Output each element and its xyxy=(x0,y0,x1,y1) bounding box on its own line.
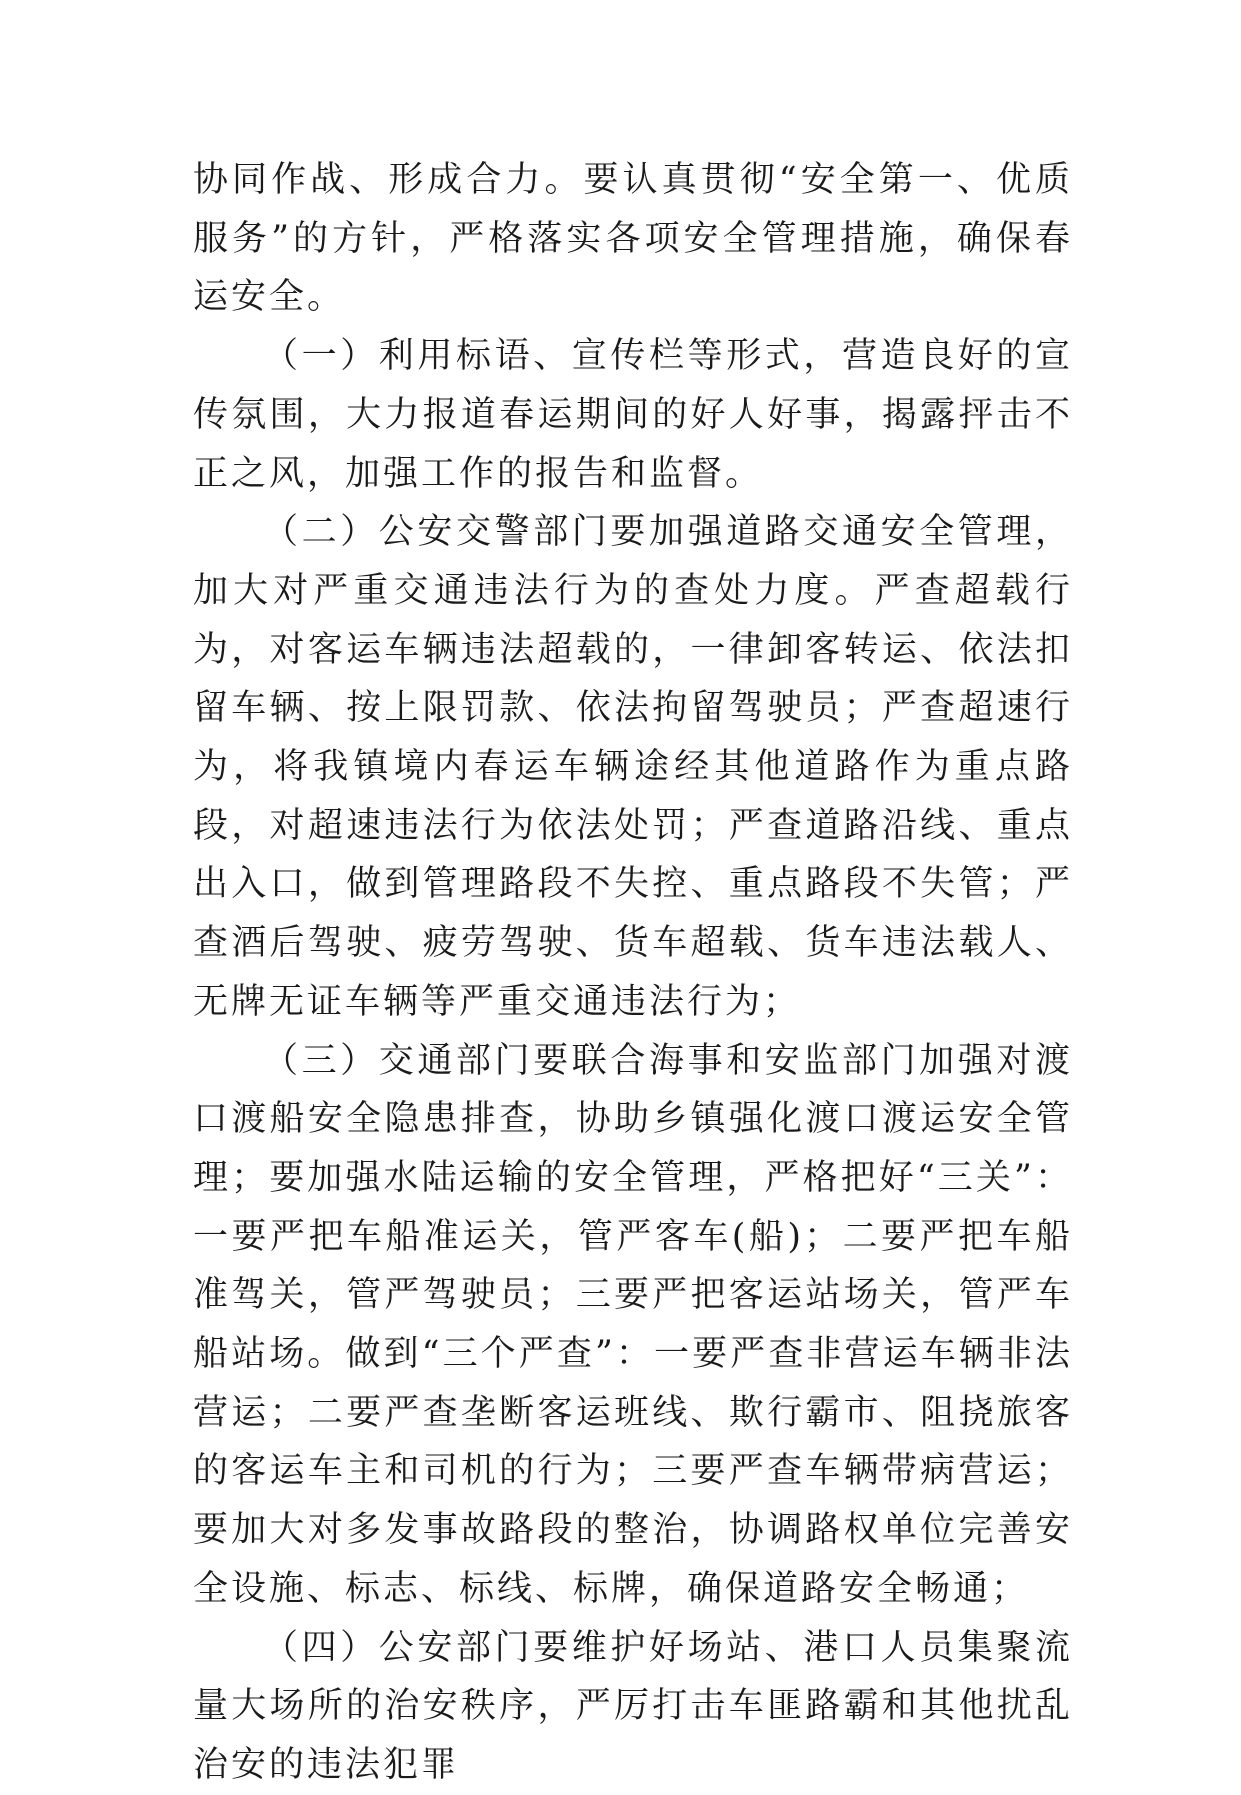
document-body xyxy=(193,151,1073,1795)
paragraph-item-4: （四）公安部门要维护好场站、港口人员集聚流量大场所的治安秩序，严厉打击车匪路霸和其他扰乱治安的违法犯罪 xyxy=(193,1627,1073,1785)
paragraph-item-3: （三）交通部门要联合海事和安监部门加强对渡口渡船安全隐患排查，协助乡镇强化渡口渡运安全管理；要加强水陆运输的安全管理，严格把好“三关”：一要严把车船准运关，管严客车(船)；二要严把车船准驾关，管严驾驶员；三要严把客运站场关，管严车船站场。做到“三个严查”：一要严查非营运车辆非法营运；二要严查垄断客运班线、欺行霸市、阻挠旅客的客运车主和司机的行为；三要严查车辆带病营运；要加大对多发事故路段的整治，协调路权单位完善安全设施、标志、标线、标牌，确保道路安全畅通； xyxy=(193,1040,1073,1609)
paragraph-item-2: （二）公安交警部门要加强道路交通安全管理，加大对严重交通违法行为的查处力度。严查超载行为，对客运车辆违法超载的，一律卸客转运、依法扣留车辆、按上限罚款、依法拘留驾驶员；严查超速行为，将我镇境内春运车辆途经其他道路作为重点路段，对超速违法行为依法处罚；严查道路沿线、重点出入口，做到管理路段不失控、重点路段不失管；严查酒后驾驶、疲劳驾驶、货车超载、货车违法载人、无牌无证车辆等严重交通违法行为； xyxy=(193,512,1073,1022)
paragraph-item-1: （一）利用标语、宣传栏等形式，营造良好的宣传氛围，大力报道春运期间的好人好事，揭露抨击不正之风，加强工作的报告和监督。 xyxy=(193,336,1073,494)
paragraph-continuation: 协同作战、形成合力。要认真贯彻“安全第一、优质服务”的方针，严格落实各项安全管理措施，确保春运安全。 xyxy=(193,160,1073,318)
